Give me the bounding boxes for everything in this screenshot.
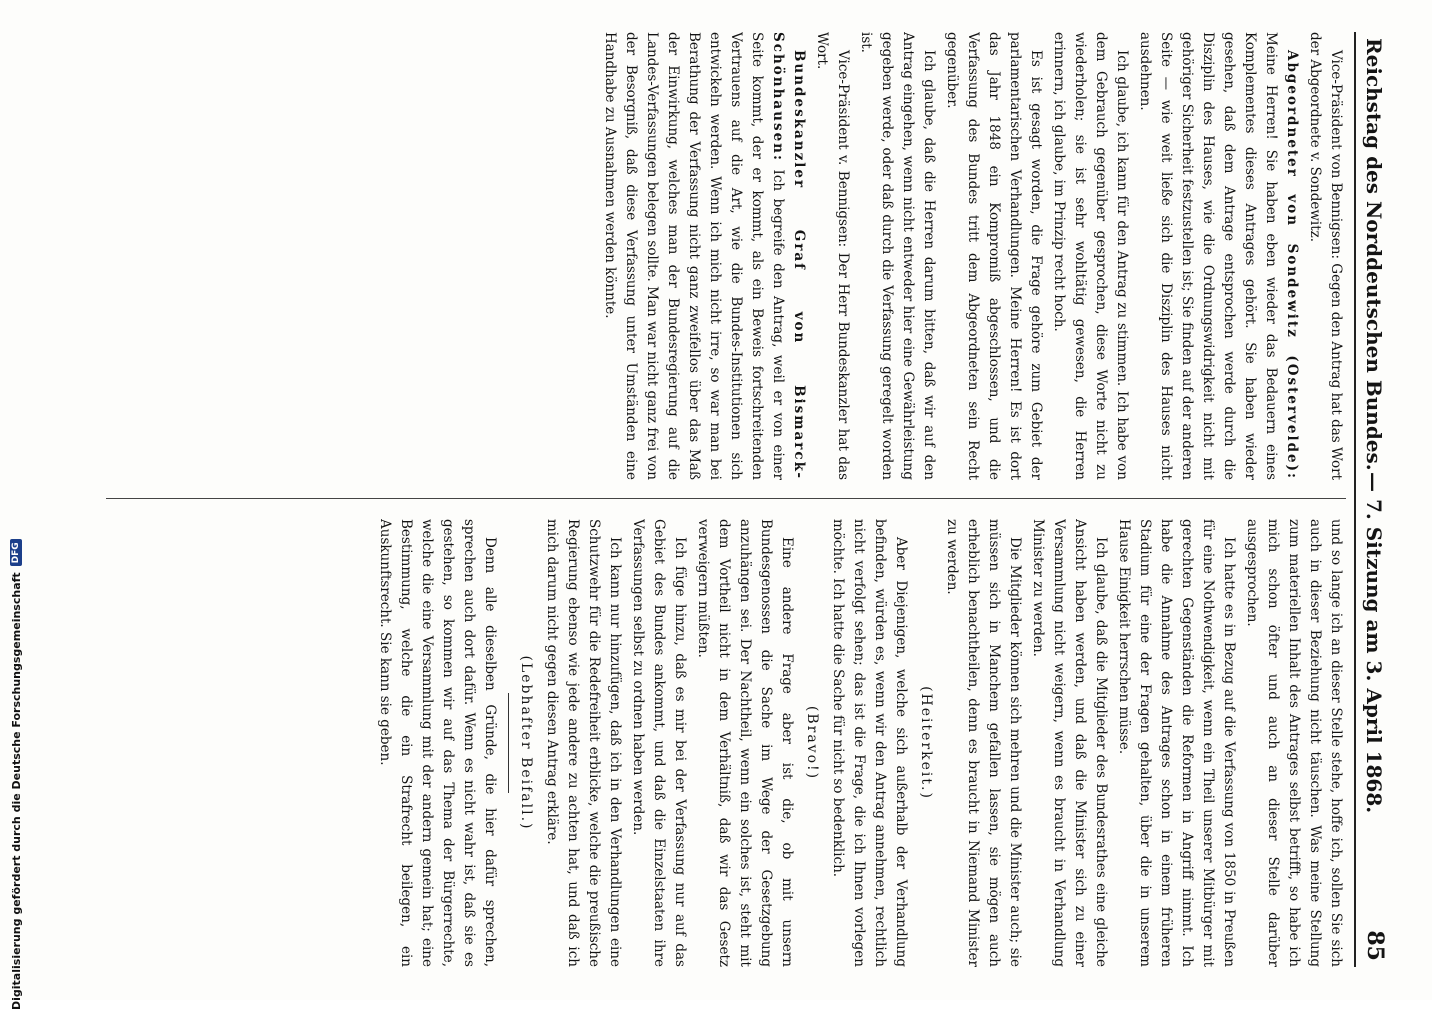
- reaction-note: (Bravo!): [804, 705, 820, 781]
- rotated-newspaper-sheet: [90, 32, 1390, 967]
- speech-text: Meine Herren! Sie haben eben wieder das Bedauern eines Komplementes dieses Antrages gehört. Sie haben wieder gesehen, daß dem Antrage entsprochen werde durch die Disziplin des Hauses, wie die Ordnungswidrigkeit nicht mit gehöriger Sicherheit festzustellen ist; Sie finden auf der anderen Seite — wie weit ließe sich die Disziplin des Hauses nicht ausdehnen.: [1137, 32, 1279, 480]
- running-header: [1350, 32, 1390, 967]
- paragraph: Es ist gesagt worden, die Frage gehöre zum Gebiet der parlamentarischen Verhandlungen. Meine Herren! Es ist dort das Jahr 1848 ein Kompromiß abgeschlossen, und die Verfassung des Bundes tritt dem Abgeordneten sein Recht gegenüber.: [944, 32, 1044, 480]
- paragraph: Vice-Präsident von Bennigsen: Gegen den Antrag hat das Wort der Abgeordnete v. Sondewitz.: [1307, 32, 1344, 480]
- paragraph: Die Mitglieder können sich mehren und die Minister auch; sie müssen sich in Manchem gefallen lassen, sie mögen auch erheblich benachtheilen, denn es braucht in Niemand Minister zu werden.: [944, 519, 1023, 967]
- paragraph: Ich kann nur hinzufügen, daß ich in den Verhandlungen eine Schutzwehr für die Redefreiheit erblicke, welche die preußische Regierung ebenso wie jede andere zu achten hat, und daß ich mich darum nicht gegen diesen Antrag erkläre.: [544, 519, 623, 967]
- header-session: — 7. Sitzung am 3. April 1868.: [1362, 472, 1386, 814]
- paragraph: Aber Diejenigen, welche sich außerhalb der Verhandlung befinden, würden es, wenn wir den Antrag annehmen, rechtlich nicht verfolgt sehen; das ist die Frage, die ich Ihnen vorlegen möchte. Ich hatte die Sache für nicht so bedenklich.: [830, 519, 909, 967]
- paragraph: Eine andere Frage aber ist die, ob mit unsern Bundesgenossen die Sache im Wege der Gesetzgebung anzuhängen sei. Der Nachtheil, wenn ein solches ist, steht mit dem Vortheil nicht in dem Verhältniß, daß wir das Gesetz verweigern müßten.: [695, 519, 795, 967]
- section-rule: [508, 693, 509, 793]
- page-number: 85: [1362, 930, 1388, 961]
- column-divider: [106, 498, 1346, 499]
- speech-text: Ich begreife den Antrag, weil er von einer Seite kommt, der er kommt, als ein Beweis fortschreitenden Vertrauens auf die Art, wie die Bundes-Institutionen sich entwickeln werden. Wenn ich mich nicht irre, so war man bei Berathung der Verfassung nicht ganz zweifellos über das Maß der Einwirkung, welches man der Bundesregierung auf die Landes-Verfassungen belegen sollte. Man war nicht ganz frei von der Besorgniß, daß diese Verfassung unter Umständen eine Handhabe zu Ausnahmen werden könnte.: [602, 32, 786, 480]
- paragraph: Vice-Präsident v. Bennigsen: Der Herr Bundeskanzler hat das Wort.: [814, 32, 851, 480]
- paragraph: Ich hatte es in Bezug auf die Verfassung von 1850 in Preußen für eine Nothwendigkeit, wenn ein Theil unserer Mitbürger mit gerechten Gegenständen die Reformen in Angriff nimmt. Ich habe die Annahme des Antrages schon in einem früheren Stadium für eine der Fragen gehalten, über die in unserem Hause Einigkeit herrschen müsse.: [1116, 519, 1237, 967]
- paragraph: Ich glaube, daß die Mitglieder des Bundesrathes eine gleiche Ansicht haben werden, und daß die Minister sich zu einer Versammlung nicht weigern, wenn es braucht in Verhandlung Minister zu werden.: [1030, 519, 1109, 967]
- paragraph: Denn alle dieselben Gründe, die hier dafür sprechen, sprechen auch dort dafür. Wenn es nicht wahr ist, daß sie es gestehen, so kommen wir auf das Thema der Bürgerrechte, welche die eine Versammlung mit der andern gemein hat; eine Bestimmung, welche die ein Strafrecht beilegen, ein Auskunftsrecht. Sie kann sie geben.: [377, 519, 498, 967]
- left-column: [90, 32, 1346, 480]
- paragraph: und so lange ich an dieser Stelle stehe, hoffe ich, sollen Sie sich auch in dieser Beziehung nicht täuschen. Was meine Stellung zum materiellen Inhalt des Antrages selbst betrifft, so habe ich mich schon öfter und auch an dieser Stelle darüber ausgesprochen.: [1244, 519, 1344, 967]
- digitization-credit: [6, 10, 26, 1010]
- paragraph: Ich glaube, ich kann für den Antrag zu stimmen. Ich habe von dem Gebrauch gegenüber gesprochen, diese Worte nicht zu wiederholen; sie ist sehr wohltätig gewesen, die Herren erinnern, ich glaube, im Prinzip recht hoch.: [1051, 32, 1130, 480]
- speaker-name: Bundeskanzler Graf von Bismarck-Schönhausen:: [770, 32, 807, 480]
- reaction-note: (Lebhafter Beifall.): [518, 655, 534, 831]
- speaker-name: Abgeordneter von Sondewitz (Ostervelde):: [1284, 50, 1300, 480]
- paragraph: Ich füge hinzu, daß es mir bei der Verfassung nur auf das Gebiet des Bundes ankommt, und daß die Einzelstaaten ihre Verfassungen selbst zu ordnen haben werden.: [630, 519, 688, 967]
- paragraph: [599, 32, 809, 480]
- credit-text: Digitalisierung gefördert durch die Deutsche Forschungsgemeinschaft: [9, 572, 23, 1010]
- paragraph: Ich glaube, daß die Herren darum bitten, daß wir auf den Antrag eingehen, wenn nicht entweder hier eine Gewährleistung gegeben werde, oder daß durch die Verfassung geregelt worden ist.: [858, 32, 937, 480]
- header-title: Reichstag des Norddeutschen Bundes.: [1362, 38, 1386, 471]
- paragraph: [1134, 32, 1302, 480]
- reaction-note: (Heiterkeit.): [918, 686, 934, 800]
- dfg-logo: DFG: [10, 539, 22, 566]
- right-column: [90, 519, 1346, 967]
- header-rule: [1354, 32, 1356, 967]
